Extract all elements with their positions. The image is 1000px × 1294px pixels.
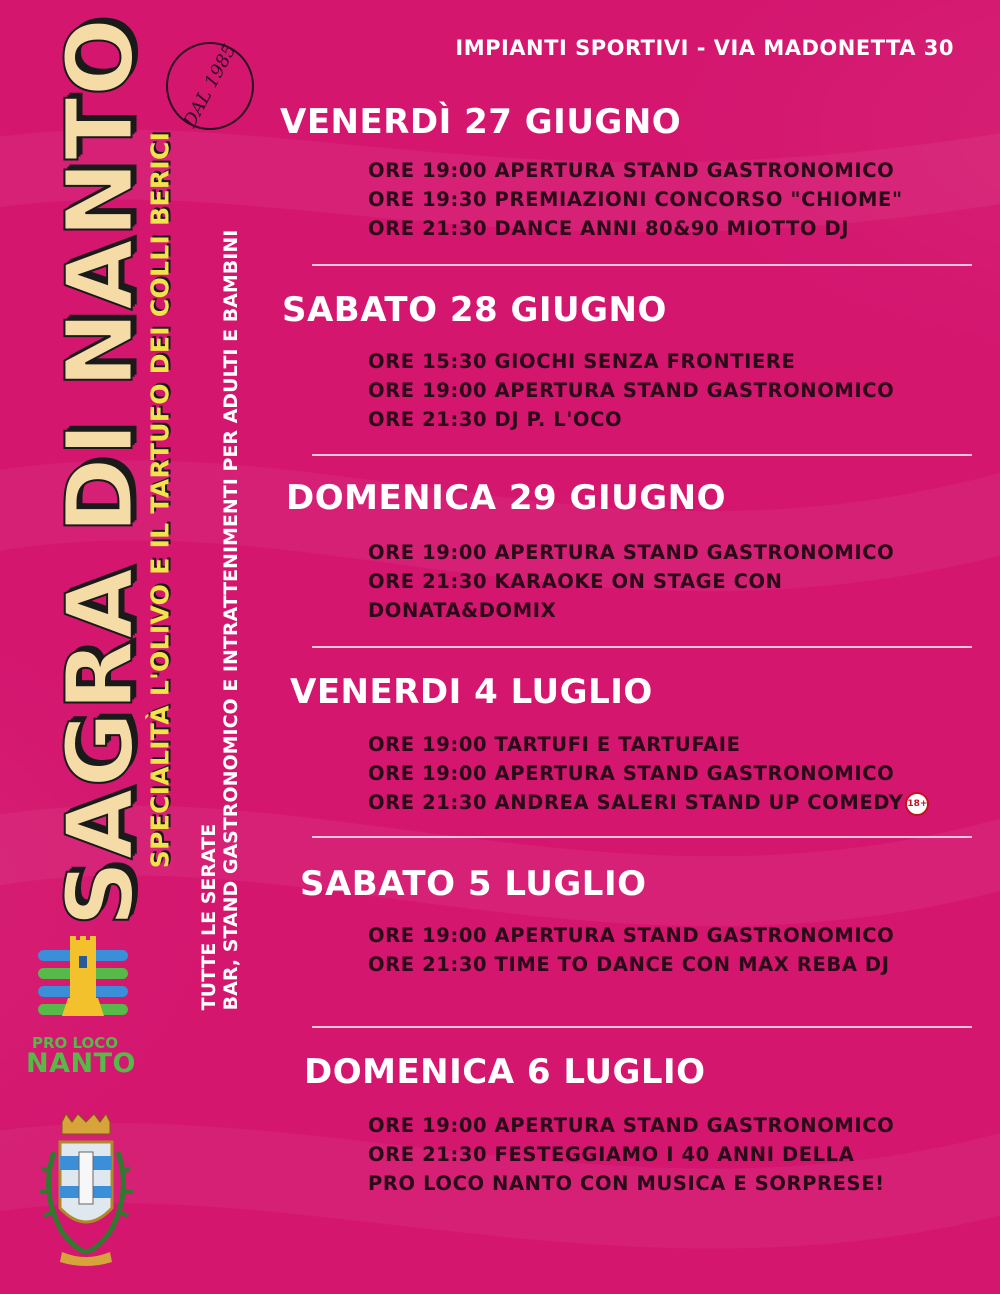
event-line: ORE 21:30 KARAOKE ON STAGE CON	[368, 570, 783, 593]
event-schedule	[368, 156, 903, 243]
event-schedule	[368, 347, 894, 434]
event-line: ORE 21:30 DANCE ANNI 80&90 MIOTTO DJ	[368, 217, 850, 240]
event-day-title: VENERDI 4 LUGLIO	[290, 672, 653, 712]
since-stamp	[166, 42, 254, 130]
event-schedule	[368, 730, 929, 817]
since-stamp-text: DAL 1985	[179, 40, 241, 132]
divider	[312, 264, 972, 266]
event-line: ORE 19:00 APERTURA STAND GASTRONOMICO	[368, 762, 895, 785]
subtitle-block	[140, 100, 180, 900]
event-schedule	[368, 1111, 894, 1198]
event-line: ORE 19:00 APERTURA STAND GASTRONOMICO	[368, 924, 895, 947]
event-day-title: SABATO 28 GIUGNO	[282, 290, 667, 330]
event-line: ORE 21:30 TIME TO DANCE CON MAX REBA DJ	[368, 953, 890, 976]
divider	[312, 454, 972, 456]
pro-loco-name: NANTO	[26, 1048, 136, 1079]
event-line: ORE 15:30 GIOCHI SENZA FRONTIERE	[368, 350, 796, 373]
event-day-title: DOMENICA 29 GIUGNO	[286, 478, 726, 518]
divider	[312, 1026, 972, 1028]
event-line: ORE 19:00 APERTURA STAND GASTRONOMICO	[368, 159, 895, 182]
divider	[312, 836, 972, 838]
poster-title: SAGRA DI NANTO	[46, 17, 154, 927]
all-nights-block	[190, 160, 250, 1080]
poster-subtitle: SPECIALITÀ L'OLIVO E IL TARTUFO DEI COLLI BERICI	[145, 131, 175, 869]
event-schedule	[368, 921, 894, 979]
event-line: ORE 19:00 APERTURA STAND GASTRONOMICO	[368, 541, 895, 564]
divider	[312, 646, 972, 648]
all-nights-details: BAR, STAND GASTRONOMICO E INTRATTENIMENTI PER ADULTI E BAMBINI	[220, 229, 242, 1011]
pro-loco-label: PRO LOCO	[32, 1034, 119, 1052]
adults-only-badge: 18+	[905, 792, 929, 816]
municipal-crest-icon	[32, 1112, 140, 1268]
all-nights-heading: TUTTE LE SERATE	[198, 823, 220, 1011]
event-line: ORE 21:30 DJ P. L'OCO	[368, 408, 623, 431]
venue-address: IMPIANTI SPORTIVI - VIA MADONETTA 30	[455, 36, 954, 60]
event-day-title: VENERDÌ 27 GIUGNO	[280, 102, 682, 142]
title-block	[46, 17, 154, 927]
event-line: ORE 21:30 FESTEGGIAMO I 40 ANNI DELLA	[368, 1143, 855, 1166]
event-line: ORE 21:30 ANDREA SALERI STAND UP COMEDY	[368, 791, 904, 814]
event-line: ORE 19:00 APERTURA STAND GASTRONOMICO	[368, 379, 895, 402]
event-line-with-badge	[368, 788, 929, 817]
event-line: ORE 19:30 PREMIAZIONI CONCORSO "CHIOME"	[368, 188, 903, 211]
event-day-title: DOMENICA 6 LUGLIO	[304, 1052, 706, 1092]
event-line: DONATA&DOMIX	[368, 599, 557, 622]
event-line: ORE 19:00 TARTUFI E TARTUFAIE	[368, 733, 741, 756]
event-day-title: SABATO 5 LUGLIO	[300, 864, 647, 904]
pro-loco-logo	[26, 936, 140, 1079]
event-line: PRO LOCO NANTO CON MUSICA E SORPRESE!	[368, 1172, 885, 1195]
event-schedule	[368, 538, 894, 625]
event-line: ORE 19:00 APERTURA STAND GASTRONOMICO	[368, 1114, 895, 1137]
tower-icon	[26, 936, 140, 1036]
